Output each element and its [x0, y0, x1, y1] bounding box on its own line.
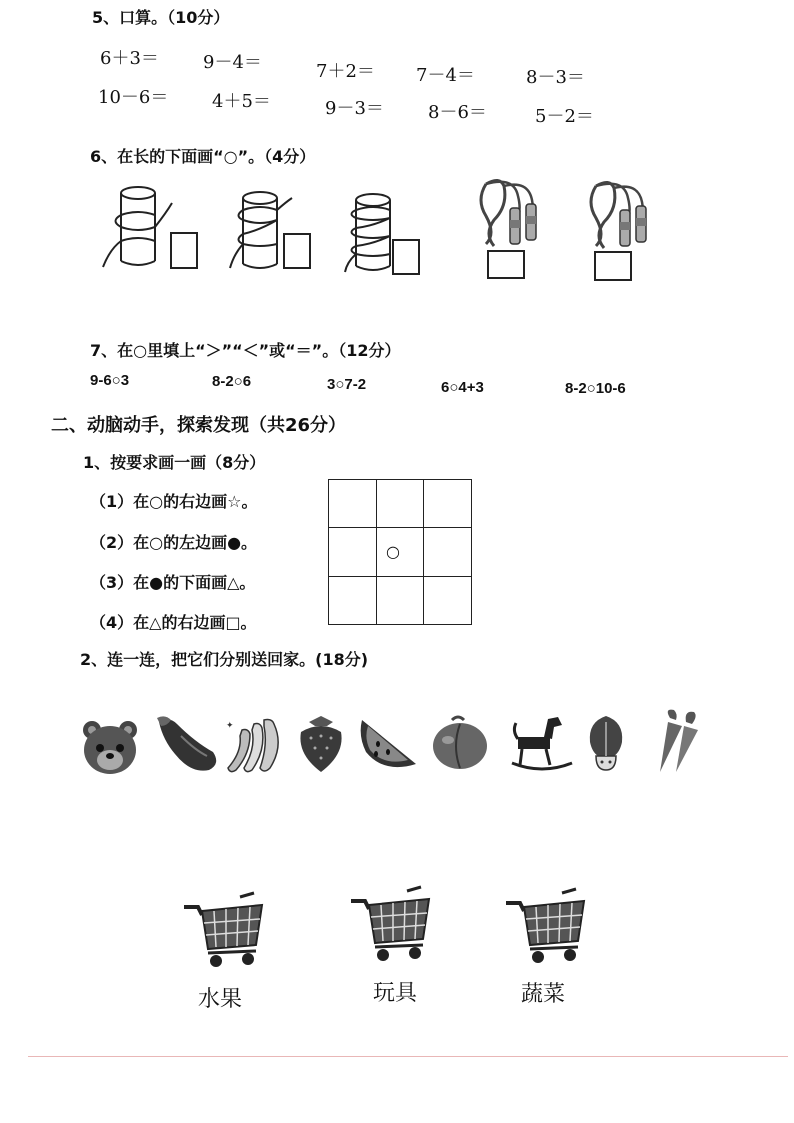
cart-label-toys: 玩具 [373, 981, 418, 1006]
arith-item: 8－6＝ [428, 102, 487, 123]
s2-q1-item: （4）在△的右边画□。 [90, 613, 257, 632]
footer-divider [28, 1056, 788, 1057]
strawberry-icon [295, 714, 347, 774]
rope-cylinder-icon [100, 183, 180, 273]
s2-q2-title: 2、连一连，把它们分别送回家。(18分) [80, 650, 369, 669]
jump-rope-icon [474, 176, 546, 250]
answer-box[interactable] [170, 232, 198, 269]
svg-text:✦: ✦ [226, 721, 234, 731]
s2-q1-item: （2）在○的左边画●。 [90, 533, 258, 552]
eggplant-icon [155, 714, 219, 774]
s2-q1-item: （1）在○的右边画☆。 [90, 492, 258, 511]
compare-item[interactable]: 8-2○10-6 [565, 380, 626, 397]
shopping-cart-icon [184, 893, 266, 967]
cart-label-vegetables: 蔬菜 [521, 982, 566, 1007]
jump-rope-icon [584, 178, 656, 252]
grid-center-circle: ○ [386, 542, 400, 561]
grid-line [376, 480, 377, 624]
arith-item: 6＋3＝ [100, 48, 159, 69]
arith-item: 7－4＝ [416, 65, 475, 86]
section-2-title: 二、动脑动手，探索发现（共26分） [51, 415, 347, 436]
arith-item: 5－2＝ [535, 106, 594, 127]
banana-icon [224, 716, 286, 776]
arith-item: 7＋2＝ [316, 61, 375, 82]
answer-box[interactable] [283, 233, 311, 269]
grid-line [329, 527, 471, 528]
arith-item: 4＋5＝ [212, 91, 271, 112]
q7-title: 7、在○里填上“＞”“＜”或“＝”。（12分） [90, 341, 401, 360]
answer-box[interactable] [487, 250, 525, 279]
answer-box[interactable] [392, 239, 420, 275]
cart-label-fruit: 水果 [198, 987, 243, 1012]
compare-item[interactable]: 9-6○3 [90, 372, 130, 389]
arith-item: 8－3＝ [526, 67, 585, 88]
watermelon-icon [358, 712, 420, 770]
arith-item: 9－3＝ [325, 98, 384, 119]
drawing-grid[interactable] [328, 479, 472, 625]
arith-item: 10－6＝ [98, 87, 169, 108]
compare-item[interactable]: 8-2○6 [212, 373, 252, 390]
q6-title: 6、在长的下面画“○”。（4分） [90, 147, 316, 166]
peach-icon [430, 712, 490, 770]
shopping-cart-icon [351, 887, 433, 961]
arith-item: 9－4＝ [203, 52, 262, 73]
answer-box[interactable] [594, 251, 632, 281]
rocking-horse-icon [508, 713, 576, 773]
compare-item[interactable]: 3○7-2 [327, 376, 367, 393]
compare-item[interactable]: 6○4+3 [441, 379, 484, 396]
s2-q1-title: 1、按要求画一画（8分） [83, 453, 266, 472]
carrot-icon [650, 708, 710, 774]
s2-q1-item: （3）在●的下面画△。 [90, 573, 256, 592]
bear-icon [80, 718, 140, 776]
q5-title: 5、口算。（10分） [92, 8, 230, 27]
grid-line [329, 576, 471, 577]
bok-choy-icon [584, 712, 628, 772]
grid-line [423, 480, 424, 624]
shopping-cart-icon [506, 889, 588, 963]
